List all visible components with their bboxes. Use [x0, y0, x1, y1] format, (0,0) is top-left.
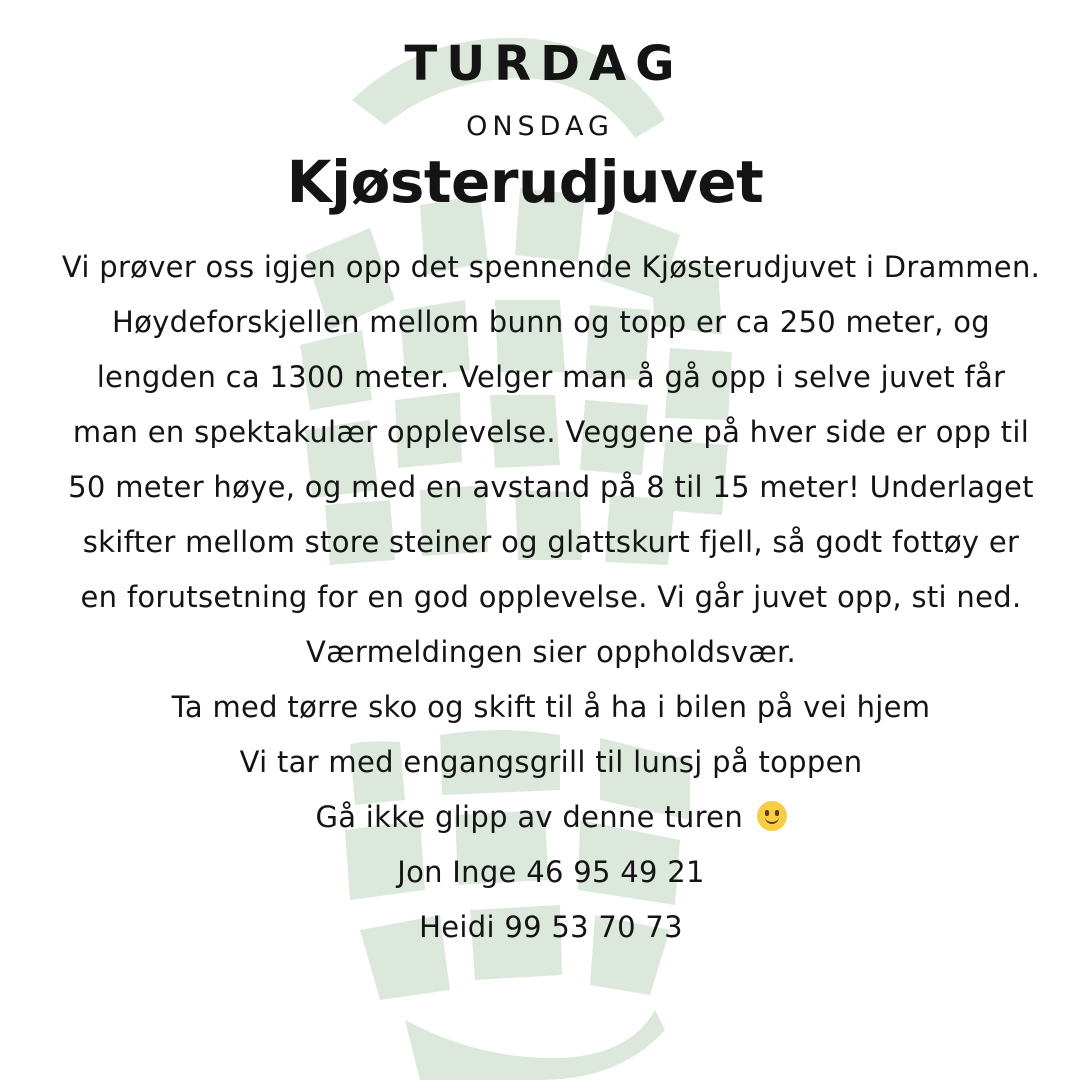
event-day: ONSDAG — [466, 111, 614, 142]
event-description — [60, 240, 1042, 955]
description-line: Værmeldingen sier oppholdsvær. — [305, 635, 797, 669]
description-line: Vi prøver oss igjen opp det spennende Kjøsterudjuvet i Drammen. — [61, 250, 1041, 284]
description-line-with-emoji — [60, 790, 1042, 845]
contact-line: Heidi 99 53 70 73 — [419, 910, 683, 944]
event-place: Kjøsterudjuvet — [286, 148, 764, 216]
event-title: TURDAG — [404, 36, 684, 92]
slightly-smiling-face-icon — [757, 801, 787, 831]
contact-line: Jon Inge 46 95 49 21 — [397, 855, 705, 889]
description-line: Høydeforskjellen mellom bunn og topp er ca 250 meter, og lengden ca 1300 meter. Velger man å gå opp i selve juvet får man en spektakulær opplevelse. Veggene på hver side er opp til 50 meter høye, og med en avstand på 8 til 15 meter! Underlaget skifter mellom store steiner og glattskurt fjell, så godt fottøy er en forutsetning for en god opplevelse. Vi går juvet opp, sti ned. — [68, 305, 1034, 614]
description-line: Vi tar med engangsgrill til lunsj på toppen — [239, 745, 863, 779]
description-line: Ta med tørre sko og skift til å ha i bilen på vei hjem — [171, 690, 931, 724]
description-text: Gå ikke glipp av denne turen — [315, 800, 744, 834]
